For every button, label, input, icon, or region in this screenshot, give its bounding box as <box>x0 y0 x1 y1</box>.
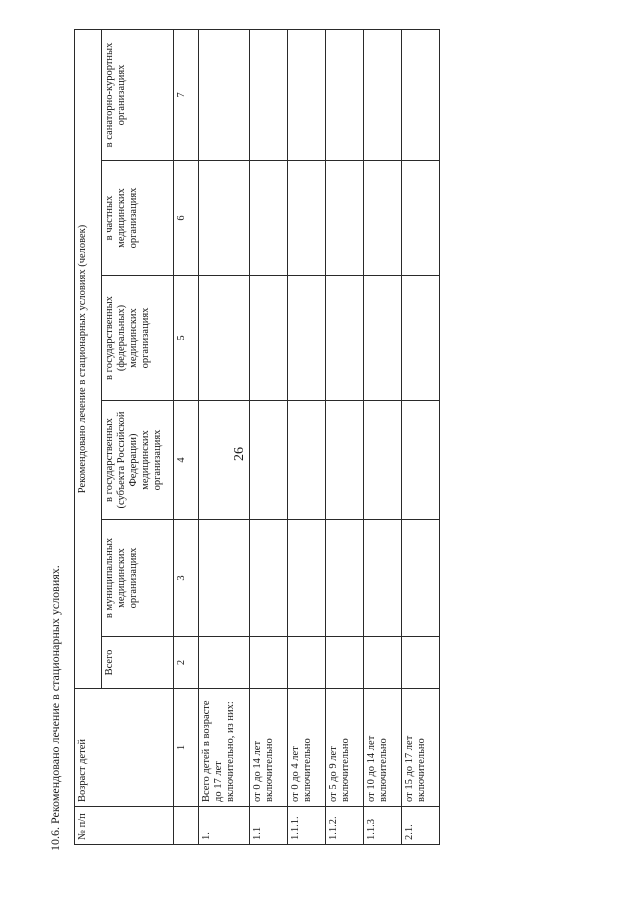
cell-private <box>326 161 364 276</box>
cell-private <box>364 161 402 276</box>
cell-private <box>288 161 326 276</box>
col-number: 3 <box>174 520 199 637</box>
row-age: от 15 до 17 лет включительно <box>402 689 440 807</box>
row-num: 1.1.2. <box>326 807 364 845</box>
cell-total <box>326 637 364 689</box>
cell-private <box>250 161 288 276</box>
header-group: Рекомендовано лечение в стационарных условиях (человек) <box>75 29 102 688</box>
cell-private <box>199 161 250 276</box>
cell-total <box>288 637 326 689</box>
row-num: 1.1.3 <box>364 807 402 845</box>
cell-municipal <box>326 520 364 637</box>
col-number: 2 <box>174 637 199 689</box>
cell-sanatorium <box>250 29 288 160</box>
section-caption: 10.6. Рекомендовано лечение в стационарных условиях. <box>48 565 62 851</box>
table-row <box>199 29 250 844</box>
cell-federal <box>199 276 250 401</box>
cell-municipal <box>199 520 250 637</box>
table-row <box>364 29 402 844</box>
cell-municipal <box>402 520 440 637</box>
cell-private <box>402 161 440 276</box>
col-number: 1 <box>174 689 199 807</box>
subheader-sanatorium: в санаторно-курортных организациях <box>102 29 174 160</box>
header-num: № п/п <box>75 807 174 845</box>
cell-regional <box>199 401 250 520</box>
cell-federal <box>402 276 440 401</box>
cell-sanatorium <box>402 29 440 160</box>
row-num: 2.1. <box>402 807 440 845</box>
cell-regional <box>364 401 402 520</box>
cell-sanatorium <box>364 29 402 160</box>
cell-total <box>364 637 402 689</box>
cell-regional <box>288 401 326 520</box>
row-age: от 5 до 9 лет включительно <box>326 689 364 807</box>
table-row <box>402 29 440 844</box>
page-number: 26 <box>232 447 247 461</box>
row-num: 1.1 <box>250 807 288 845</box>
subheader-regional: в государственных (субъекта Российской Федерации) медицинских организациях <box>102 401 174 520</box>
col-number-blank <box>174 807 199 845</box>
row-num: 1.1.1. <box>288 807 326 845</box>
row-age: от 0 до 4 лет включительно <box>288 689 326 807</box>
col-number: 4 <box>174 401 199 520</box>
cell-municipal <box>288 520 326 637</box>
header-age: Возраст детей <box>75 689 174 807</box>
cell-municipal <box>250 520 288 637</box>
subheader-private: в частных медицинских организациях <box>102 161 174 276</box>
table-row <box>250 29 288 844</box>
cell-regional <box>402 401 440 520</box>
row-age: от 10 до 14 лет включительно <box>364 689 402 807</box>
cell-sanatorium <box>199 29 250 160</box>
cell-regional <box>326 401 364 520</box>
subheader-municipal: в муниципальных медицинских организациях <box>102 520 174 637</box>
cell-total <box>199 637 250 689</box>
subheader-federal: в государственных (федеральных) медицинских организациях <box>102 276 174 401</box>
cell-total <box>402 637 440 689</box>
row-age: от 0 до 14 лет включительно <box>250 689 288 807</box>
table-row <box>288 29 326 844</box>
row-num: 1. <box>199 807 250 845</box>
col-number: 5 <box>174 276 199 401</box>
cell-federal <box>364 276 402 401</box>
row-age: Всего детей в возрасте до 17 лет включительно, из них: <box>199 689 250 807</box>
col-number: 6 <box>174 161 199 276</box>
cell-total <box>250 637 288 689</box>
col-number: 7 <box>174 29 199 160</box>
table-row <box>326 29 364 844</box>
subheader-total: Всего <box>102 637 174 689</box>
cell-federal <box>288 276 326 401</box>
cell-regional <box>250 401 288 520</box>
cell-municipal <box>364 520 402 637</box>
cell-sanatorium <box>288 29 326 160</box>
cell-sanatorium <box>326 29 364 160</box>
treatment-table <box>74 29 440 845</box>
cell-federal <box>250 276 288 401</box>
cell-federal <box>326 276 364 401</box>
